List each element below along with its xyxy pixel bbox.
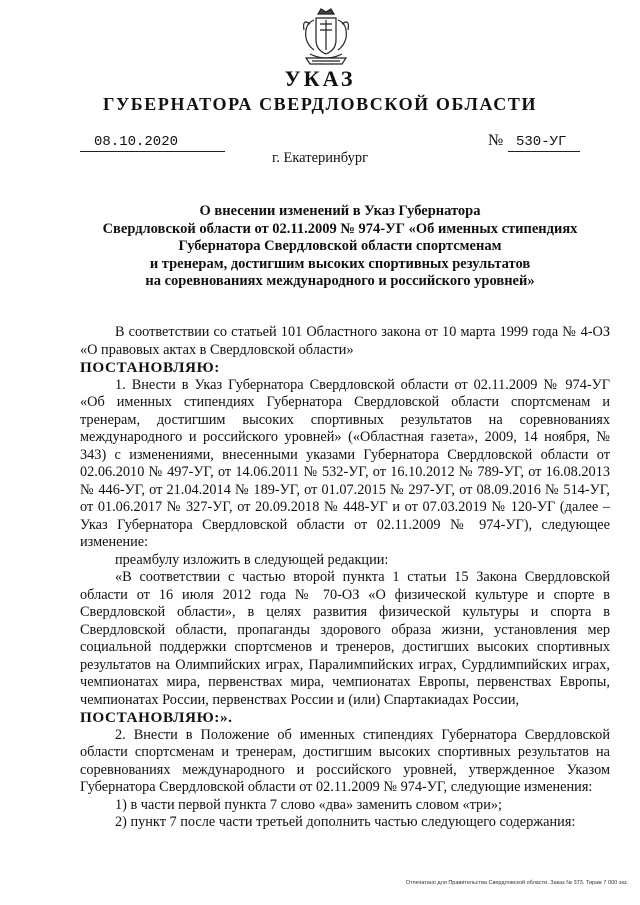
paragraph-new-preamble: «В соответствии с частью второй пункта 1 статьи 15 Закона Свердловской области от 16 июля 2012 года № 70-ОЗ «О физической культуре и спорте в Свердловской области», в целях развития физической культуры и спорта в Свердловской области, пропаганды здорового образа жизни, установления мер социальной поддержки спортсменов и тренеров, достигших высоких спортивных результатов на Олимпийских играх, Паралимпийских играх, Сурдлимпийских играх, чемпионатах мира, первенствах мира, чемпионатах Европы, первенствах Европы, чемпионатах России, первенствах России и (или) Спартакиадах России,: [80, 569, 610, 708]
print-footer: Отпечатано для Правительства Свердловской области. Заказ № 373. Тираж 7 000 экз.: [405, 880, 628, 886]
decree-word: ПОСТАНОВЛЯЮ:: [80, 359, 220, 376]
heading-line: на соревнованиях международного и российского уровней»: [145, 273, 535, 289]
number-sign: №: [488, 132, 504, 149]
heading-line: Свердловской области от 02.11.2009 № 974-УГ «Об именных стипендиях: [102, 220, 578, 237]
heading-line: Губернатора Свердловской области спортсменам: [178, 238, 502, 254]
document-date: 08.10.2020: [80, 134, 225, 152]
document-title: УКАЗ: [284, 66, 356, 91]
coat-of-arms-icon: [296, 6, 356, 68]
document-body: [80, 324, 610, 832]
document-heading: [80, 203, 600, 291]
heading-line: и тренерам, достигшим высоких спортивных результатов: [149, 255, 531, 272]
paragraph-item-2: 2. Внести в Положение об именных стипендиях Губернатора Свердловской области спортсменам и тренерам, достигшим высоких спортивных результатов на соревнованиях международного и российского уровней, утвержденное Указом Губернатора Свердловской области от 02.11.2009 № 974-УГ, следующие изменения:: [80, 726, 610, 795]
document-issuer: ГУБЕРНАТОРА СВЕРДЛОВСКОЙ ОБЛАСТИ: [102, 94, 538, 114]
heading-line: О внесении изменений в Указ Губернатора: [199, 203, 481, 219]
decree-word-quoted: ПОСТАНОВЛЯЮ:».: [80, 709, 233, 726]
paragraph-preamble: В соответствии со статьей 101 Областного закона от 10 марта 1999 года № 4-ОЗ «О правовых актах в Свердловской области»: [80, 324, 610, 358]
paragraph-subitem-2: 2) пункт 7 после части третьей дополнить частью следующего содержания:: [115, 814, 576, 830]
paragraph-item-1: 1. Внести в Указ Губернатора Свердловской области от 02.11.2009 № 974-УГ «Об именных стипендиях Губернатора Свердловской области спортсменам и тренерам, достигшим высоких спортивных результатов на соревнованиях международного и российского уровней» («Областная газета», 2009, 14 ноября, № 343) с изменениями, внесенными указами Губернатора Свердловской области от 02.06.2010 № 497-УГ, от 14.06.2011 № 532-УГ, от 16.10.2012 № 789-УГ, от 16.08.2013 № 446-УГ, от 21.04.2014 № 189-УГ, от 01.07.2015 № 297-УГ, от 08.09.2016 № 514-УГ, от 01.06.2017 № 327-УГ, от 20.09.2018 № 448-УГ и от 07.03.2019 № 120-УГ (далее – Указ Губернатора Свердловской области от 02.11.2009 № 974-УГ), следующее изменение:: [80, 376, 610, 550]
document-city: г. Екатеринбург: [271, 150, 369, 166]
paragraph-preamble-instruction: преамбулу изложить в следующей редакции:: [115, 551, 389, 568]
document-number: 530-УГ: [508, 134, 580, 152]
paragraph-subitem-1: 1) в части первой пункта 7 слово «два» заменить словом «три»;: [115, 796, 502, 813]
